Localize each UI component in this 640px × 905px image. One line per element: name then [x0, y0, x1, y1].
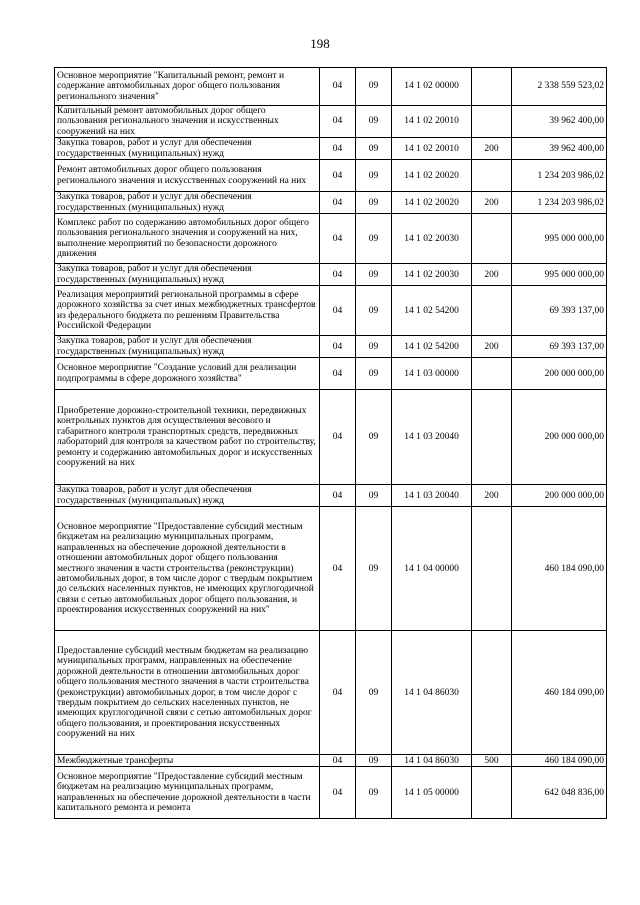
subsection-code: 09 [356, 264, 392, 286]
target-article-code: 14 1 03 20040 [392, 390, 472, 485]
subsection-code: 09 [356, 485, 392, 507]
expense-type-code [472, 767, 512, 819]
table-row [55, 106, 607, 138]
table-row [55, 214, 607, 264]
subsection-code: 09 [356, 138, 392, 160]
target-article-code: 14 1 04 00000 [392, 507, 472, 631]
subsection-code: 09 [356, 192, 392, 214]
expense-type-code: 500 [472, 755, 512, 767]
section-code: 04 [320, 192, 356, 214]
amount: 642 048 836,00 [512, 767, 607, 819]
page-number: 198 [310, 36, 330, 51]
item-name: Основное мероприятие "Предоставление субсидий местным бюджетам на реализацию муниципальных программ, направленных на обеспечение дорожной деятельности в отношении автомобильных дорог общего пользования местного значения в части строительства (реконструкции) автомобильных дорог, в том числе дорог с твердым покрытием до сельских населенных пунктов, не имеющих круглогодичной связи с сетью автомобильных дорог общего пользования, и проектирования искусственных сооружений на них" [55, 507, 320, 631]
subsection-code: 09 [356, 68, 392, 106]
expense-type-code: 200 [472, 336, 512, 358]
target-article-code: 14 1 02 00000 [392, 68, 472, 106]
amount: 200 000 000,00 [512, 485, 607, 507]
subsection-code: 09 [356, 390, 392, 485]
expense-type-code [472, 286, 512, 336]
table-row [55, 68, 607, 106]
target-article-code: 14 1 03 20040 [392, 485, 472, 507]
amount: 39 962 400,00 [512, 106, 607, 138]
section-code: 04 [320, 138, 356, 160]
amount: 69 393 137,00 [512, 286, 607, 336]
section-code: 04 [320, 160, 356, 192]
item-name: Основное мероприятие "Капитальный ремонт, ремонт и содержание автомобильных дорог общего пользования регионального значения" [55, 68, 320, 106]
target-article-code: 14 1 02 20020 [392, 192, 472, 214]
target-article-code: 14 1 05 00000 [392, 767, 472, 819]
table-row [55, 192, 607, 214]
section-code: 04 [320, 106, 356, 138]
table-row [55, 264, 607, 286]
item-name: Приобретение дорожно-строительной техники, передвижных контрольных пунктов для осуществления весового и габаритного контроля транспортных средств, передвижных лабораторий для контроля за качеством работ по строительству, ремонту и содержанию автомобильных дорог и искусственных сооружений на них [55, 390, 320, 485]
table-row [55, 358, 607, 390]
item-name: Закупка товаров, работ и услуг для обеспечения государственных (муниципальных) нужд [55, 485, 320, 507]
item-name: Закупка товаров, работ и услуг для обеспечения государственных (муниципальных) нужд [55, 138, 320, 160]
item-name: Межбюджетные трансферты [55, 755, 320, 767]
section-code: 04 [320, 767, 356, 819]
amount: 1 234 203 986,02 [512, 160, 607, 192]
item-name: Основное мероприятие "Предоставление субсидий местным бюджетам на реализацию муниципальных программ, направленных на обеспечение дорожной деятельности в части капитального ремонта и ремонта [55, 767, 320, 819]
table-row [55, 390, 607, 485]
amount: 200 000 000,00 [512, 358, 607, 390]
subsection-code: 09 [356, 336, 392, 358]
section-code: 04 [320, 390, 356, 485]
subsection-code: 09 [356, 631, 392, 755]
subsection-code: 09 [356, 106, 392, 138]
amount: 1 234 203 986,02 [512, 192, 607, 214]
budget-table [54, 67, 607, 819]
amount: 460 184 090,00 [512, 507, 607, 631]
expense-type-code [472, 358, 512, 390]
target-article-code: 14 1 04 86030 [392, 631, 472, 755]
target-article-code: 14 1 02 54200 [392, 336, 472, 358]
table-row [55, 507, 607, 631]
subsection-code: 09 [356, 507, 392, 631]
amount: 995 000 000,00 [512, 214, 607, 264]
expense-type-code: 200 [472, 485, 512, 507]
amount: 995 000 000,00 [512, 264, 607, 286]
section-code: 04 [320, 631, 356, 755]
expense-type-code [472, 507, 512, 631]
item-name: Реализация мероприятий региональной программы в сфере дорожного хозяйства за счет иных межбюджетных трансфертов из федерального бюджета по решениям Правительства Российской Федерации [55, 286, 320, 336]
amount: 460 184 090,00 [512, 631, 607, 755]
item-name: Капитальный ремонт автомобильных дорог общего пользования регионального значения и искусственных сооружений на них [55, 106, 320, 138]
table-row [55, 631, 607, 755]
section-code: 04 [320, 336, 356, 358]
target-article-code: 14 1 03 00000 [392, 358, 472, 390]
subsection-code: 09 [356, 286, 392, 336]
expense-type-code: 200 [472, 264, 512, 286]
target-article-code: 14 1 02 20010 [392, 138, 472, 160]
section-code: 04 [320, 214, 356, 264]
section-code: 04 [320, 485, 356, 507]
section-code: 04 [320, 68, 356, 106]
target-article-code: 14 1 02 20030 [392, 264, 472, 286]
target-article-code: 14 1 02 54200 [392, 286, 472, 336]
expense-type-code [472, 214, 512, 264]
item-name: Предоставление субсидий местным бюджетам на реализацию муниципальных программ, направленных на обеспечение дорожной деятельности в отношении автомобильных дорог общего пользования местного значения в части строительства (реконструкции) автомобильных дорог, в том числе дорог с твердым покрытием до сельских населенных пунктов, не имеющих круглогодичной связи с сетью автомобильных дорог общего пользования, и проектирования искусственных сооружений на них [55, 631, 320, 755]
table-row [55, 485, 607, 507]
amount: 2 338 559 523,02 [512, 68, 607, 106]
item-name: Основное мероприятие "Создание условий для реализации подпрограммы в сфере дорожного хозяйства" [55, 358, 320, 390]
expense-type-code [472, 106, 512, 138]
expense-type-code [472, 160, 512, 192]
subsection-code: 09 [356, 160, 392, 192]
expense-type-code: 200 [472, 138, 512, 160]
amount: 200 000 000,00 [512, 390, 607, 485]
item-name: Ремонт автомобильных дорог общего пользования регионального значения и искусственных сооружений на них [55, 160, 320, 192]
item-name: Закупка товаров, работ и услуг для обеспечения государственных (муниципальных) нужд [55, 264, 320, 286]
subsection-code: 09 [356, 767, 392, 819]
section-code: 04 [320, 358, 356, 390]
expense-type-code [472, 68, 512, 106]
target-article-code: 14 1 02 20010 [392, 106, 472, 138]
table-row [55, 336, 607, 358]
expense-type-code [472, 631, 512, 755]
item-name: Комплекс работ по содержанию автомобильных дорог общего пользования регионального значения и сооружений на них, выполнение мероприятий по безопасности дорожного движения [55, 214, 320, 264]
item-name: Закупка товаров, работ и услуг для обеспечения государственных (муниципальных) нужд [55, 192, 320, 214]
budget-table-body [55, 68, 607, 819]
table-row [55, 767, 607, 819]
expense-type-code [472, 390, 512, 485]
target-article-code: 14 1 04 86030 [392, 755, 472, 767]
subsection-code: 09 [356, 755, 392, 767]
target-article-code: 14 1 02 20030 [392, 214, 472, 264]
table-row [55, 755, 607, 767]
item-name: Закупка товаров, работ и услуг для обеспечения государственных (муниципальных) нужд [55, 336, 320, 358]
section-code: 04 [320, 507, 356, 631]
table-row [55, 138, 607, 160]
amount: 460 184 090,00 [512, 755, 607, 767]
subsection-code: 09 [356, 214, 392, 264]
table-row [55, 286, 607, 336]
expense-type-code: 200 [472, 192, 512, 214]
amount: 39 962 400,00 [512, 138, 607, 160]
section-code: 04 [320, 286, 356, 336]
section-code: 04 [320, 755, 356, 767]
amount: 69 393 137,00 [512, 336, 607, 358]
table-row [55, 160, 607, 192]
section-code: 04 [320, 264, 356, 286]
target-article-code: 14 1 02 20020 [392, 160, 472, 192]
subsection-code: 09 [356, 358, 392, 390]
